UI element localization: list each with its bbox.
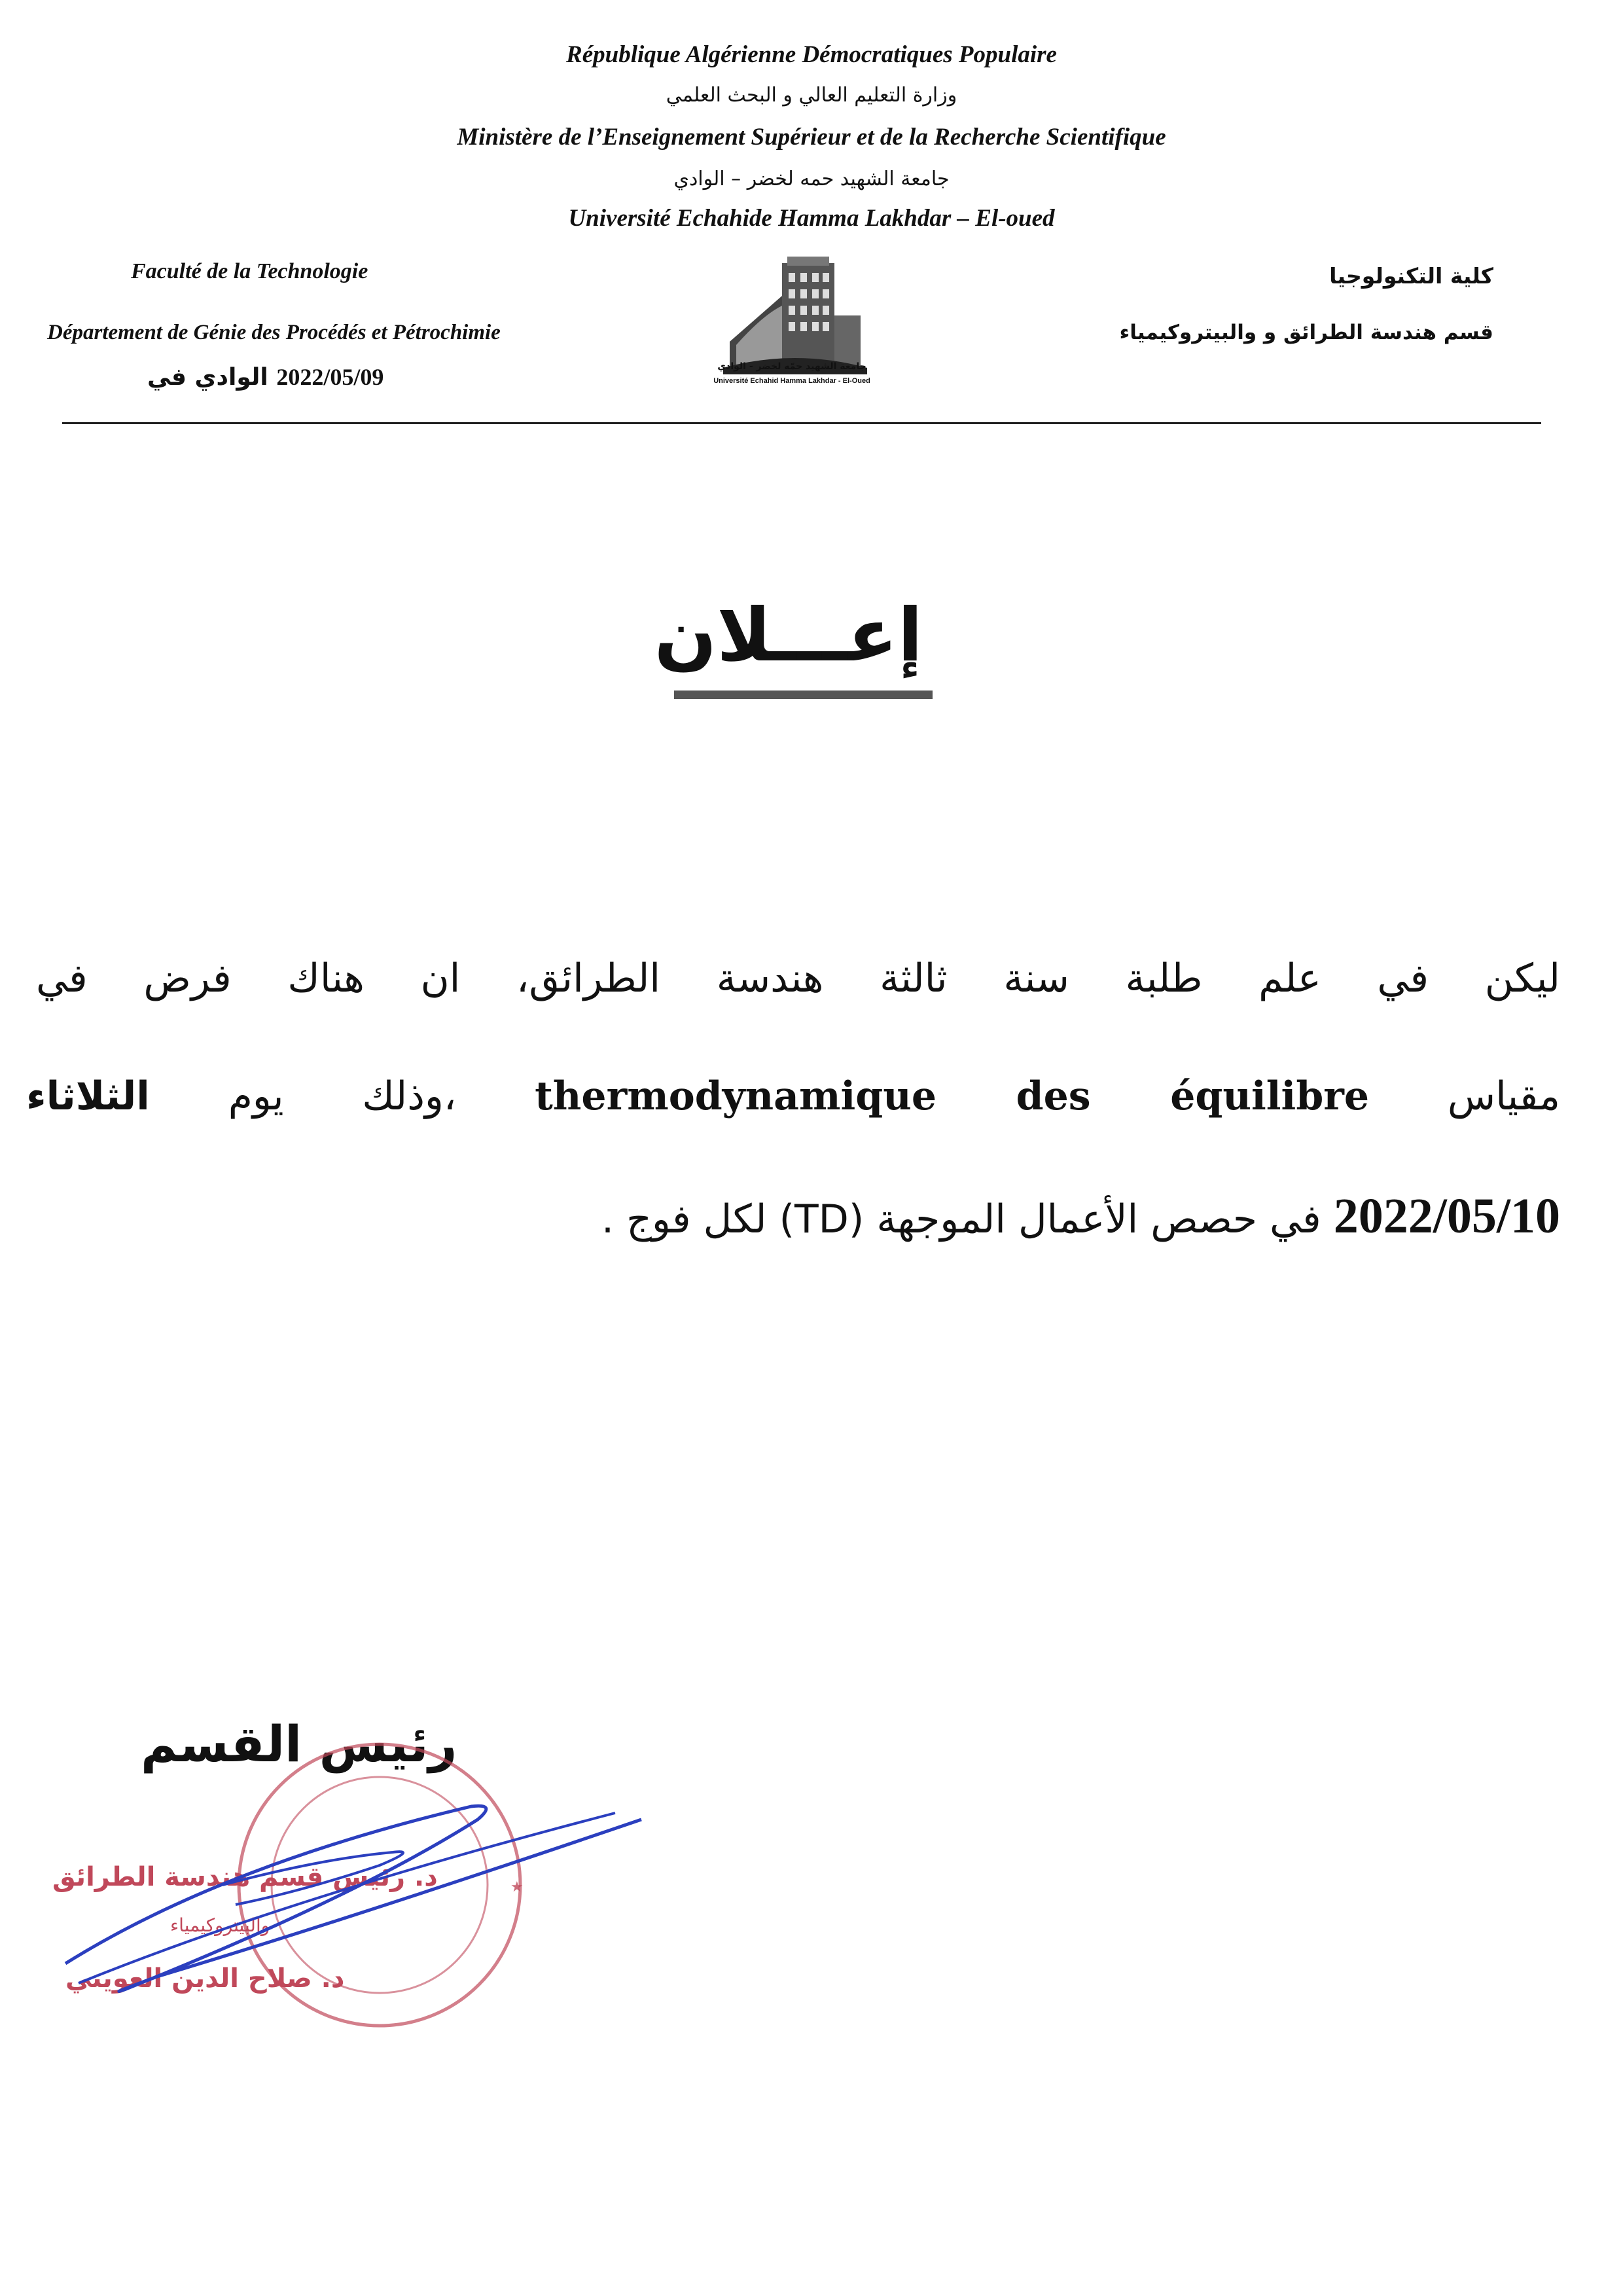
faculty-name-fr: Faculté de la Technologie xyxy=(131,259,368,283)
university-name-ar: جامعة الشهيد حمه لخضر – الوادي xyxy=(673,168,950,190)
university-name-fr: Université Echahide Hamma Lakhdar – El-oued xyxy=(568,205,1055,232)
line3-rest: في حصص الأعمال الموجهة (TD) لكل فوج . xyxy=(601,1196,1321,1242)
line2-start: مقياس xyxy=(1447,1073,1561,1119)
handwritten-signature xyxy=(26,1767,654,2016)
document-date xyxy=(147,363,383,391)
department-name-ar: قسم هندسة الطرائق و والبيتروكيمياء xyxy=(1119,321,1493,344)
republic-name: République Algérienne Démocratiques Populaire xyxy=(566,41,1057,68)
logo-caption-ar: جامعة الشهيد حمّه لخضر - الوادي xyxy=(717,361,866,372)
department-head-title: رئيس القسم xyxy=(141,1715,457,1773)
logo-caption-fr: Université Echahid Hamma Lakhdar - El-Oued xyxy=(713,377,870,385)
ministry-name-fr: Ministère de l’Enseignement Supérieur et de la Recherche Scientifique xyxy=(457,124,1166,151)
stamp-line-1: د. رئيس قسم هندسة الطرائق xyxy=(52,1862,438,1892)
announcement-title: إعـــلان xyxy=(654,593,923,678)
svg-text:★: ★ xyxy=(510,1879,524,1895)
stamp-line-3: د. صلاح الدين العويني xyxy=(65,1964,345,1994)
department-name-fr: Département de Génie des Procédés et Pétrochimie xyxy=(47,321,501,344)
announcement-line-2 xyxy=(26,1073,1560,1119)
date-value: 2022/05/09 xyxy=(276,364,384,390)
exam-date: 2022/05/10 xyxy=(1333,1189,1560,1244)
line2-mid: ،وذلك يوم xyxy=(228,1073,457,1119)
title-underline-shadow xyxy=(674,691,933,699)
announcement-line-3 xyxy=(601,1188,1560,1245)
faculty-name-ar: كلية التكنولوجيا xyxy=(1329,263,1493,289)
exam-day: الثلاثاء xyxy=(26,1073,150,1119)
stamp-line-2: والبيتروكيمياء xyxy=(170,1914,270,1936)
date-prefix: الوادي في xyxy=(147,364,268,391)
header-divider xyxy=(62,422,1541,424)
announcement-line-1: ليكن في علم طلبة سنة ثالثة هندسة الطرائق، ان هناك فرض في xyxy=(36,956,1560,1001)
ministry-name-ar: وزارة التعليم العالي و البحث العلمي xyxy=(666,84,957,107)
module-name: thermodynamique des équilibre xyxy=(535,1073,1370,1119)
